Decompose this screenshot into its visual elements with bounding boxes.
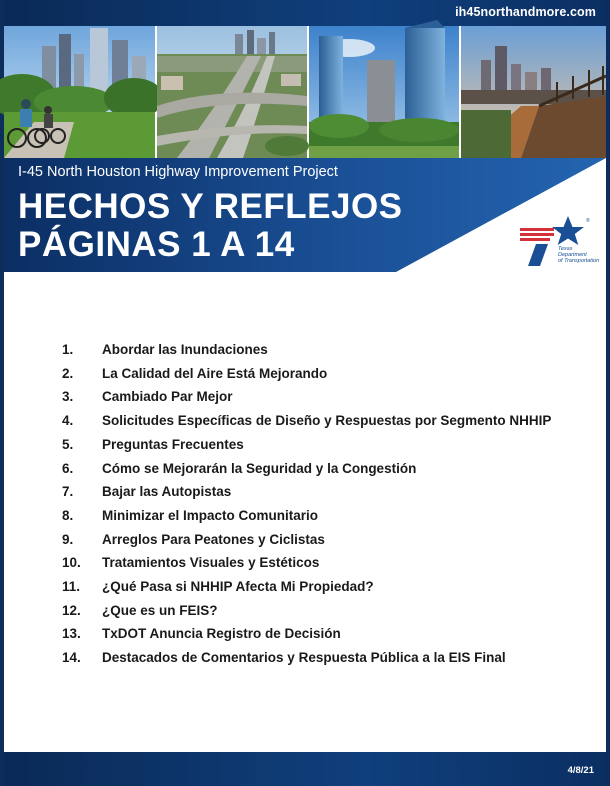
toc-number: 7. [62,484,74,500]
toc-title: Bajar las Autopistas [102,484,232,500]
toc-item[interactable] [62,457,562,481]
toc-title: TxDOT Anuncia Registro de Decisión [102,626,341,642]
svg-text:of Transportation: of Transportation [558,258,600,264]
toc-item[interactable] [62,362,562,386]
svg-text:Department: Department [558,252,587,258]
toc-number: 6. [62,460,74,476]
toc-item[interactable] [62,338,562,362]
svg-text:Texas: Texas [558,246,573,252]
photo-highway-interchange [157,26,307,158]
toc-title: La Calidad del Aire Está Mejorando [102,365,328,381]
title-line-1: HECHOS Y REFLEJOS [18,187,403,226]
document-title [18,188,403,264]
toc-title: Solicitudes Específicas de Diseño y Respuestas por Segmento NHHIP [102,413,552,429]
toc-title: Arreglos Para Peatones y Ciclistas [102,531,325,547]
toc-title: Tratamientos Visuales y Estéticos [102,555,320,571]
photo-strip [4,26,606,158]
toc-item[interactable] [62,409,562,433]
toc-title: Abordar las Inundaciones [102,342,268,357]
table-of-contents [62,338,562,670]
toc-title: Destacados de Comentarios y Respuesta Pública a la EIS Final [102,650,506,666]
toc-number: 14. [62,650,81,666]
toc-number: 4. [62,413,74,429]
footer-date: 4/8/21 [567,765,594,776]
toc-item[interactable] [62,575,562,599]
toc-number: 2. [62,365,74,381]
toc-number: 5. [62,436,74,452]
toc-title: Cambiado Par Mejor [102,389,233,405]
toc-number: 11. [62,579,81,595]
toc-title: Cómo se Mejorarán la Seguridad y la Congestión [102,460,417,476]
toc-title: Preguntas Frecuentes [102,436,244,452]
toc-number: 13. [62,626,81,642]
photo-park-cyclists [4,26,155,158]
toc-number: 8. [62,507,74,523]
toc-number: 9. [62,531,74,547]
toc-item[interactable] [62,599,562,623]
toc-item[interactable] [62,622,562,646]
toc-item[interactable] [62,433,562,457]
toc-number: 12. [62,602,81,618]
title-line-2: PÁGINAS 1 A 14 [18,225,295,264]
toc-number: 3. [62,389,74,405]
toc-title: Minimizar el Impacto Comunitario [102,507,319,523]
toc-item[interactable] [62,504,562,528]
photo-downtown-towers [309,26,459,158]
photo-pedestrian-bridge [461,26,606,158]
toc-item[interactable] [62,480,562,504]
footer-bar [4,752,606,786]
toc-number: 1. [62,342,74,357]
header-bar [4,0,606,26]
toc-item[interactable] [62,551,562,575]
svg-text:®: ® [586,218,590,224]
toc-item[interactable] [62,528,562,552]
txdot-logo [518,214,600,270]
title-banner [4,158,606,272]
toc-item[interactable] [62,646,562,670]
toc-title: ¿Que es un FEIS? [102,602,218,618]
txdot-star-icon [518,214,600,270]
site-url[interactable]: ih45northandmore.com [455,5,596,19]
toc-title: ¿Qué Pasa si NHHIP Afecta Mi Propiedad? [102,579,374,595]
project-subtitle: I-45 North Houston Highway Improvement Project [18,164,338,180]
toc-item[interactable] [62,385,562,409]
toc-number: 10. [62,555,81,571]
